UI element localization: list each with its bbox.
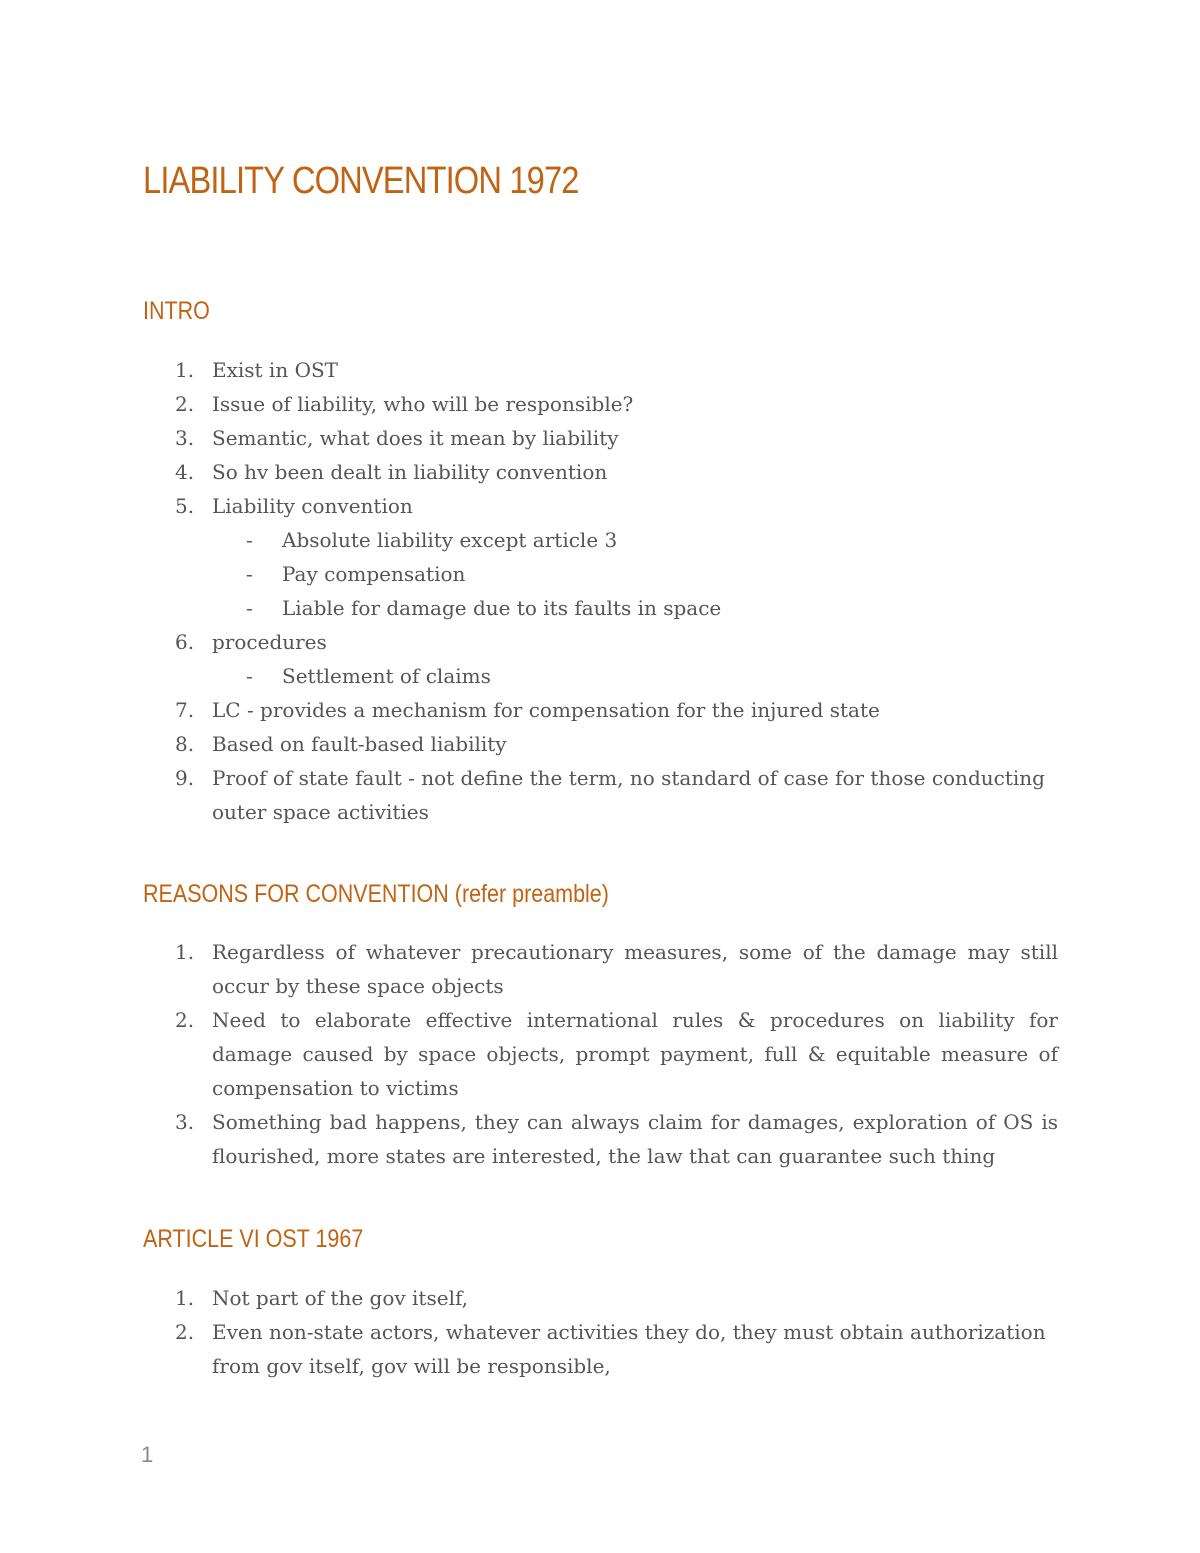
- list-number: 7.: [175, 698, 195, 722]
- list-item: [0, 935, 1058, 1003]
- list-item-text: Not part of the gov itself,: [212, 1286, 469, 1310]
- list-item: [0, 489, 1058, 523]
- reasons-list: [0, 935, 1200, 1173]
- list-number: 2.: [175, 1008, 195, 1032]
- section-heading-intro: INTRO: [143, 297, 210, 325]
- list-item-text: Based on fault-based liability: [212, 732, 507, 756]
- document-title: LIABILITY CONVENTION 1972: [143, 160, 579, 202]
- sub-item-text: Absolute liability except article 3: [282, 528, 618, 552]
- list-item-text: Even non-state actors, whatever activities they do, they must obtain authorization from gov itself, gov will be responsible,: [212, 1320, 1046, 1378]
- list-item-text: LC - provides a mechanism for compensation for the injured state: [212, 698, 880, 722]
- sub-item-text: Liable for damage due to its faults in space: [282, 596, 722, 620]
- list-item-text: procedures: [212, 630, 327, 654]
- section-heading-reasons: REASONS FOR CONVENTION (refer preamble): [143, 880, 609, 908]
- list-item-text: Regardless of whatever precautionary measures, some of the damage may still occur by these space objects: [212, 940, 1058, 998]
- list-item: [0, 421, 1058, 455]
- list-item: [0, 693, 1058, 727]
- sub-list-item: [0, 659, 1200, 693]
- sub-item-text: Pay compensation: [282, 562, 466, 586]
- intro-list: [0, 353, 1200, 829]
- list-number: 1.: [175, 940, 195, 964]
- sub-list-item: [0, 523, 1200, 557]
- list-item-text: Exist in OST: [212, 358, 339, 382]
- list-item-text: Proof of state fault - not define the term, no standard of case for those conducting outer space activities: [212, 766, 1045, 824]
- section-heading-article-vi: ARTICLE VI OST 1967: [143, 1225, 364, 1253]
- list-item-text: Something bad happens, they can always claim for damages, exploration of OS is flourished, more states are interested, the law that can guarantee such thing: [212, 1110, 1058, 1168]
- list-number: 3.: [175, 426, 195, 450]
- list-item: [0, 353, 1058, 387]
- list-item-text: Need to elaborate effective international rules & procedures on liability for damage caused by space objects, prompt payment, full & equitable measure of compensation to victims: [212, 1008, 1058, 1100]
- list-item: [0, 625, 1058, 659]
- page-number: 1: [141, 1442, 154, 1467]
- list-item: [0, 1315, 1058, 1383]
- list-item-text: Semantic, what does it mean by liability: [212, 426, 619, 450]
- list-item: [0, 1003, 1058, 1105]
- dash-bullet: -: [246, 528, 253, 552]
- list-number: 1.: [175, 358, 195, 382]
- list-number: 5.: [175, 494, 195, 518]
- list-number: 4.: [175, 460, 195, 484]
- dash-bullet: -: [246, 562, 253, 586]
- list-item-text: Liability convention: [212, 494, 413, 518]
- sub-item-text: Settlement of claims: [282, 664, 491, 688]
- list-item-text: Issue of liability, who will be responsible?: [212, 392, 634, 416]
- article-vi-list: [0, 1281, 1200, 1383]
- list-number: 2.: [175, 392, 195, 416]
- list-item: [0, 387, 1058, 421]
- dash-bullet: -: [246, 664, 253, 688]
- list-item: [0, 455, 1058, 489]
- list-item: [0, 1281, 1058, 1315]
- list-number: 1.: [175, 1286, 195, 1310]
- list-item: [0, 727, 1058, 761]
- list-number: 8.: [175, 732, 195, 756]
- list-item-text: So hv been dealt in liability convention: [212, 460, 608, 484]
- list-number: 2.: [175, 1320, 195, 1344]
- sub-list-item: [0, 557, 1200, 591]
- list-number: 9.: [175, 766, 195, 790]
- list-number: 3.: [175, 1110, 195, 1134]
- list-item: [0, 761, 1058, 829]
- sub-list-item: [0, 591, 1200, 625]
- list-number: 6.: [175, 630, 195, 654]
- dash-bullet: -: [246, 596, 253, 620]
- list-item: [0, 1105, 1058, 1173]
